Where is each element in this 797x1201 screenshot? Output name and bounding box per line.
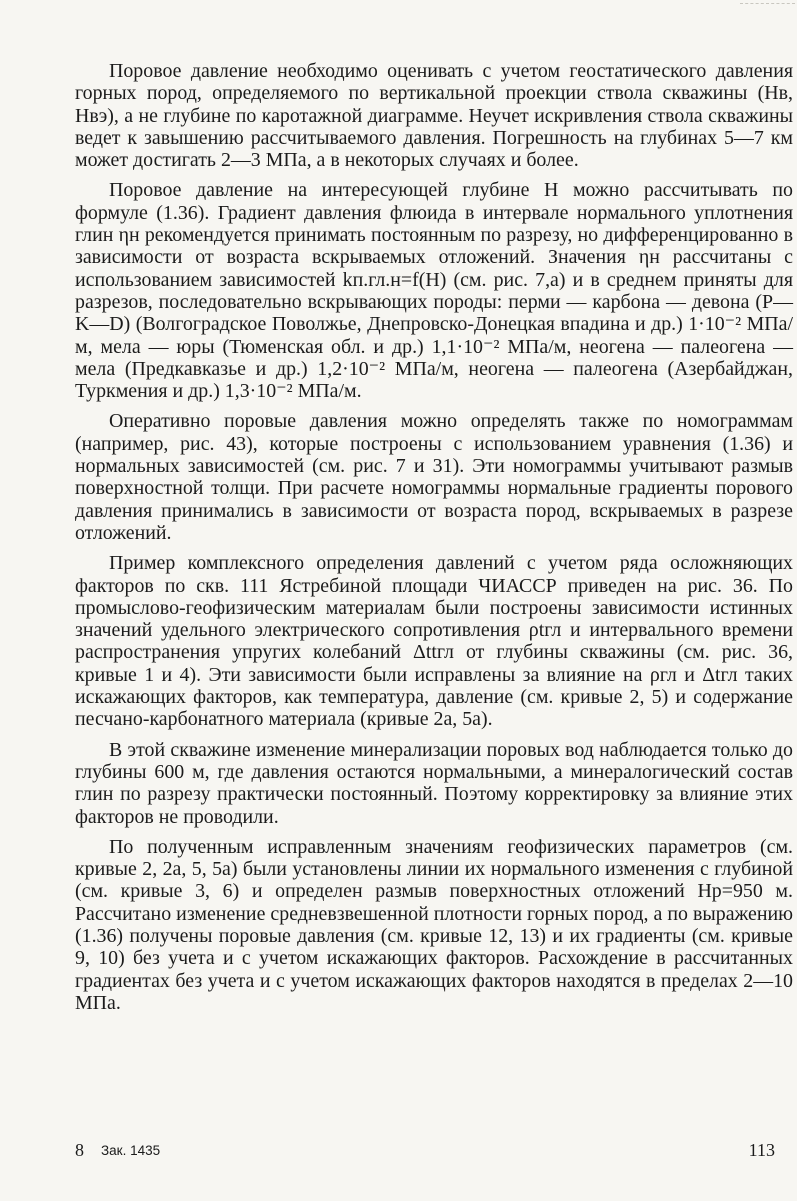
body-text xyxy=(75,60,793,1022)
page-edge-mark xyxy=(740,3,795,4)
page-footer xyxy=(75,1140,775,1166)
paragraph-3: Оперативно поровые давления можно определять также по номограммам (например, рис. 43), которые построены с использованием уравнения (1.36) и нормальных зависимостей (см. рис. 7 и 31). Эти номограммы учитывают размыв поверхностной толщи. При расчете номограммы нормальные градиенты порового давления принимались в зависимости от возраста пород, вскрываемых в разрезе отложений. xyxy=(75,410,793,544)
page-number: 113 xyxy=(748,1140,775,1160)
paragraph-4: Пример комплексного определения давлений с учетом ряда осложняющих факторов по скв. 111 Ястребиной площади ЧИАССР приведен на рис. 36. По промыслово-геофизическим материалам были построены зависимости истинных значений удельного электрического сопротивления ρtгл и интервального времени распространения упругих колебаний Δttгл от глубины скважины (см. рис. 36, кривые 1 и 4). Эти зависимости были исправлены за влияние на ρгл и Δtгл таких искажающих факторов, как температура, давление (см. кривые 2, 5) и содержание песчано-карбонатного материала (кривые 2а, 5а). xyxy=(75,552,793,731)
paragraph-5: В этой скважине изменение минерализации поровых вод наблюдается только до глубины 600 м, где давления остаются нормальными, а минералогический состав глин по разрезу практически постоянный. Поэтому корректировку за влияние этих факторов не проводили. xyxy=(75,738,793,828)
signature-number: 8 xyxy=(75,1140,84,1160)
paragraph-1: Поровое давление необходимо оценивать с учетом геостатического давления горных пород, определяемого по вертикальной проекции ствола скважины (Hв, Hвэ), а не глубине по каротажной диаграмме. Неучет искривления ствола скважины ведет к завышению рассчитываемого давления. Погрешность на глубинах 5—7 км может достигать 2—3 МПа, а в некоторых случаях и более. xyxy=(75,60,793,172)
print-order: Зак. 1435 xyxy=(101,1143,161,1158)
paragraph-6: По полученным исправленным значениям геофизических параметров (см. кривые 2, 2а, 5, 5а) были установлены линии их нормального изменения с глубиной (см. кривые 3, 6) и определен размыв поверхностных отложений Hр=950 м. Рассчитано изменение средневзвешенной плотности горных пород, а по выражению (1.36) получены поровые давления (см. кривые 12, 13) и их градиенты (см. кривые 9, 10) без учета и с учетом искажающих факторов. Расхождение в рассчитанных градиентах без учета и с учетом искажающих факторов находятся в пределах 2—10 МПа. xyxy=(75,835,793,1014)
paragraph-2: Поровое давление на интересующей глубине H можно рассчитывать по формуле (1.36). Градиент давления флюида в интервале нормального уплотнения глин ηн рекомендуется принимать постоянным по разрезу, но дифференцированно в зависимости от возраста вскрываемых отложений. Значения ηн рассчитаны с использованием зависимостей kп.гл.н=f(H) (см. рис. 7,a) и в среднем приняты для разрезов, последовательно вскрывающих породы: перми — карбона — девона (P—K—D) (Волгоградское Поволжье, Днепровско-Донецкая впадина и др.) 1·10⁻² МПа/м, мела — юры (Тюменская обл. и др.) 1,1·10⁻² МПа/м, неогена — палеогена — мела (Предкавказье и др.) 1,2·10⁻² МПа/м, неогена — палеогена (Азербайджан, Туркмения и др.) 1,3·10⁻² МПа/м. xyxy=(75,179,793,403)
